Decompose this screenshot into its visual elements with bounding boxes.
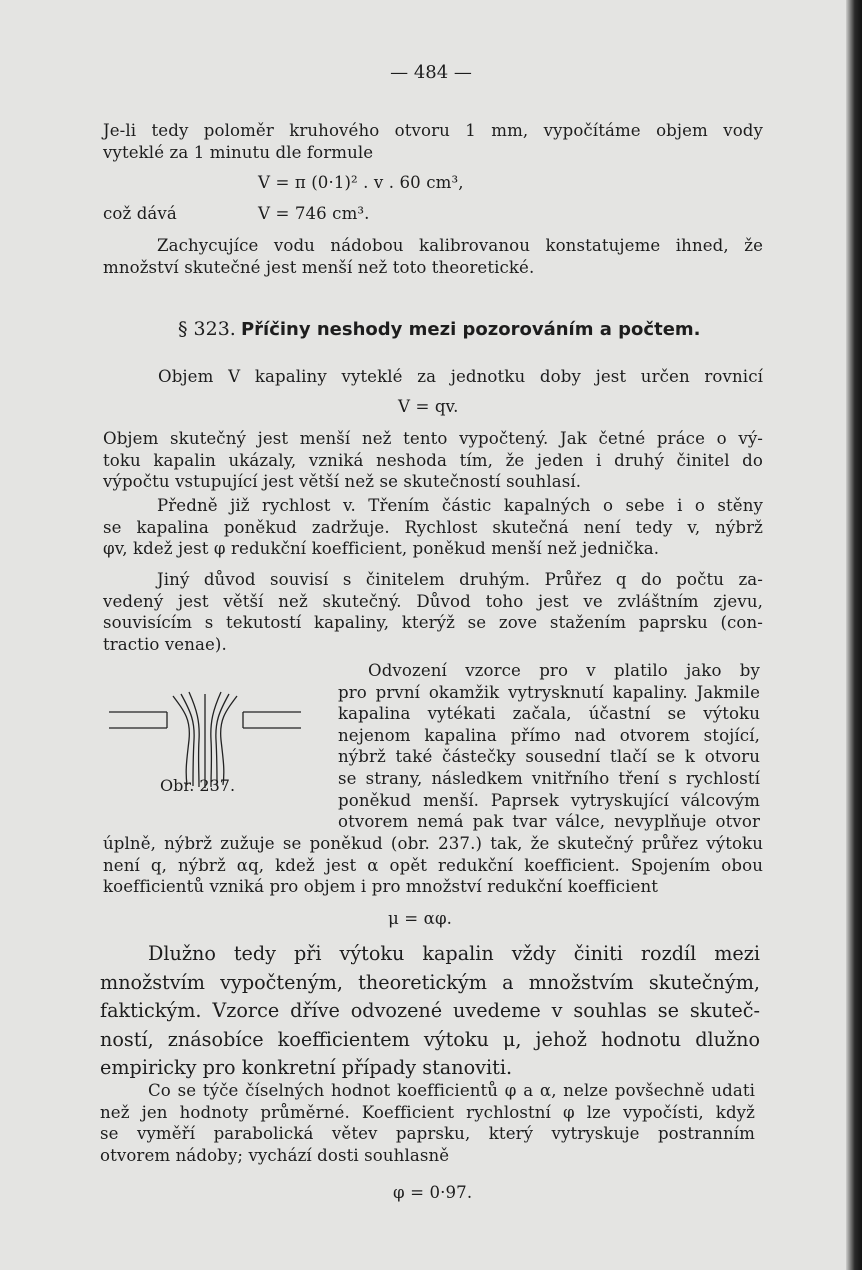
text-line: úplně, nýbrž zužuje se poněkud (obr. 237.) tak, že skutečný průřez výtoku [103, 834, 763, 853]
formula-qv: V = qv. [398, 397, 459, 416]
text-line: toku kapalin ukázaly, vzniká neshoda tím, že jeden i druhý činitel do [103, 450, 763, 470]
text-line: nejenom kapalina přímo nad otvorem stojící, [338, 725, 760, 745]
text-line: poněkud menší. Paprsek vytryskující válcovým [338, 790, 760, 810]
page-number: — 484 — [390, 62, 472, 83]
text-line: Je-li tedy poloměr kruhového otvoru 1 mm, vypočítáme objem vody [103, 121, 763, 140]
text-line: otvorem nádoby; vychází dosti souhlasně [100, 1145, 450, 1165]
text-line: ností, znásobíce koefficientem výtoku μ, jehož hodnotu dlužno [100, 1027, 760, 1051]
text-line: koefficientů vzniká pro objem i pro množství redukční koefficient [103, 877, 659, 897]
paragraph-3 [158, 366, 763, 388]
text-line: výpočtu vstupující jest větší než se skutečností souhlasí. [103, 472, 582, 492]
text-line: množstvím vypočteným, theoretickým a množstvím skutečným, [100, 970, 760, 994]
formula-label: což dává [103, 204, 177, 223]
text-line: se strany, následkem vnitřního tření s rychlostí [338, 768, 760, 788]
formula-mu: μ = αφ. [388, 909, 453, 928]
text-line: množství skutečné jest menší než toto theoretické. [103, 257, 535, 277]
figure-caption: Obr. 237. [160, 776, 236, 795]
text-line: Objem skutečný jest menší než tento vypočtený. Jak četné práce o vý- [103, 429, 763, 448]
text-line: tractio venae). [103, 634, 227, 654]
paragraph-9 [100, 1080, 755, 1166]
text-line: Zachycujíce vodu nádobou kalibrovanou konstatujeme ihned, že [157, 236, 763, 255]
text-line: vyteklé za 1 minutu dle formule [103, 142, 374, 162]
formula-volume: V = π (0·1)² . v . 60 cm³, [258, 173, 464, 192]
text-line: faktickým. Vzorce dříve odvozené uvedeme v souhlas se skuteč- [100, 999, 760, 1022]
paragraph-7-side [338, 660, 760, 833]
section-title: Příčiny neshody mezi pozorováním a počtem. [240, 319, 701, 340]
text-line: se vyměří parabolická větev paprsku, který vytryskuje postranním [100, 1124, 755, 1144]
paragraph-4 [103, 428, 763, 493]
paragraph-1 [103, 120, 763, 163]
text-line: souvisícím s tekutostí kapaliny, kterýž se zove stažením paprsku (con- [103, 613, 763, 633]
text-line: kapalina vytékati začala, účastní se výtoku [338, 704, 760, 724]
text-line: Dlužno tedy při výtoku kapalin vždy činiti rozdíl mezi [148, 942, 760, 965]
text-line: se kapalina poněkud zadržuje. Rychlost skutečná není tedy v, nýbrž [103, 517, 763, 537]
text-line: Co se týče číselných hodnot koefficientů φ a α, nelze povšechně udati [148, 1081, 755, 1100]
section-number: § 323. [178, 318, 236, 340]
text-line: vedený jest větší než skutečný. Důvod toho jest ve zvláštním zjevu, [103, 591, 763, 611]
page-edge-shadow [846, 0, 862, 1270]
formula-result: V = 746 cm³. [258, 204, 370, 223]
paragraph-6 [103, 569, 763, 655]
text-line: Objem V kapaliny vyteklé za jednotku doby jest určen rovnicí [158, 367, 763, 386]
text-line: Odvození vzorce pro v platilo jako by [368, 661, 760, 680]
paragraph-2 [103, 235, 763, 278]
formula-phi: φ = 0·97. [393, 1183, 473, 1202]
text-line: empiricky pro konkretní případy stanoviti. [100, 1056, 513, 1079]
text-line: nýbrž také částečky sousední tlačí se k otvoru [338, 747, 760, 767]
section-heading [178, 318, 738, 340]
paragraph-8 [100, 940, 760, 1083]
text-line: Předně již rychlost v. Třením částic kapalných o sebe i o stěny [157, 496, 763, 515]
text-line: není q, nýbrž αq, kdež jest α opět redukční koefficient. Spojením obou [103, 855, 763, 875]
paragraph-5 [103, 495, 763, 560]
paragraph-7-full [103, 833, 763, 898]
text-line: pro první okamžik vytrysknutí kapaliny. Jakmile [338, 682, 760, 702]
text-line: otvorem nemá pak tvar válce, nevyplňuje otvor [338, 812, 760, 832]
text-line: Jiný důvod souvisí s činitelem druhým. Průřez q do počtu za- [157, 570, 763, 589]
text-line: než jen hodnoty průměrné. Koefficient rychlostní φ lze vypočísti, když [100, 1102, 755, 1122]
text-line: φv, kdež jest φ redukční koefficient, poněkud menší než jednička. [103, 539, 660, 559]
